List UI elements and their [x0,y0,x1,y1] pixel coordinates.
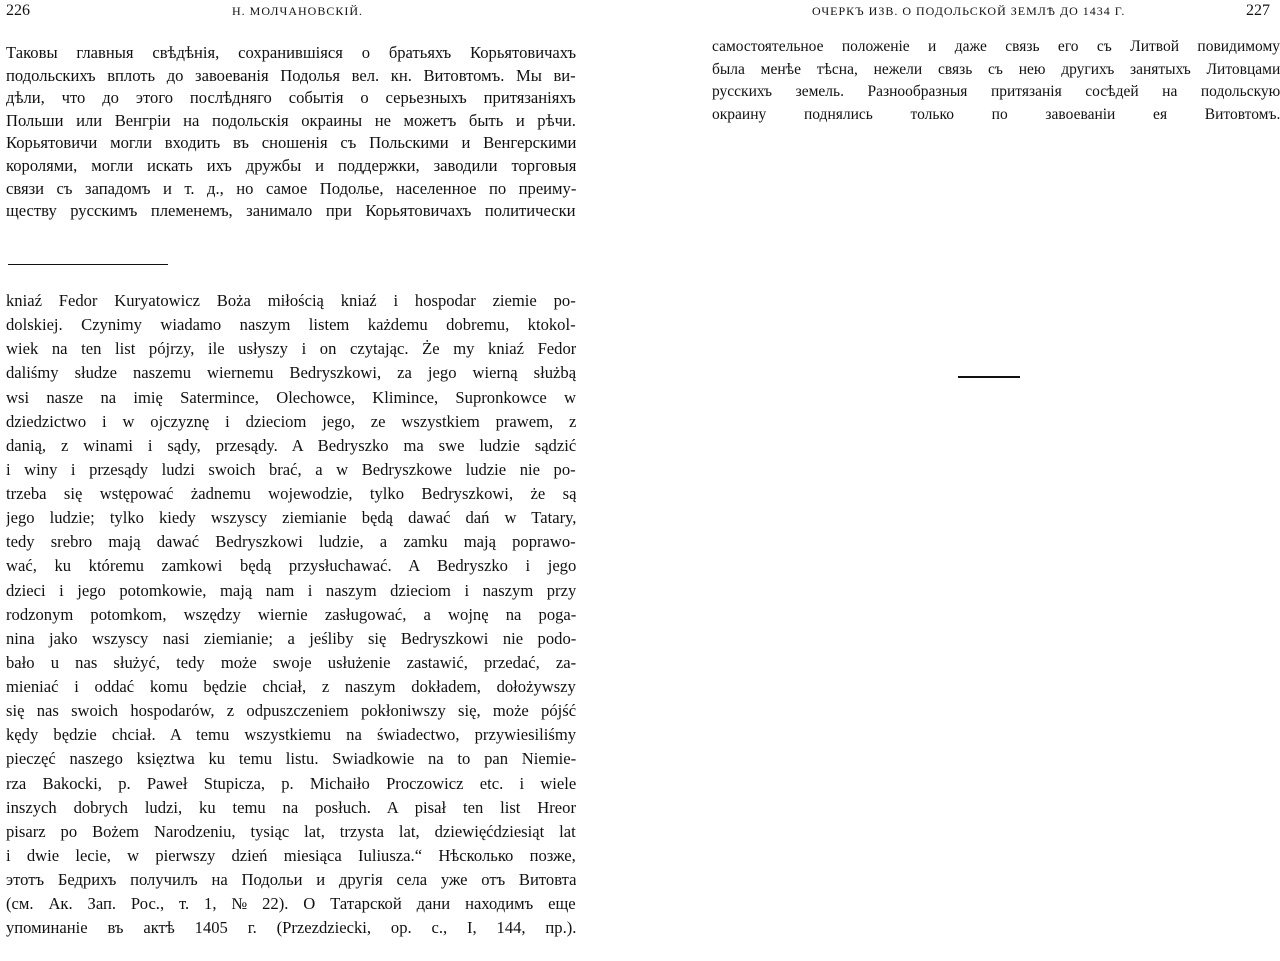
left-running-head: Н. МОЛЧАНОВСКІЙ. [232,4,364,18]
footnote-line: i winy i przesądy ludzi swoich brać, a w Bedryszkowe ludzie nie po- [6,459,576,479]
footnote-line: danią, z winami i sądy, przesądy. A Bedryszko ma swe ludzie sądzić [6,435,576,455]
footnote-line: kędy będzie chciał. A temu wszystkiemu na świadectwo, przywiesiliśmy [6,725,576,745]
text-line: была менѣе тѣсна, нежели связь съ нею другихъ занятыхъ Литовцами [712,60,1280,78]
footnote-line: daliśmy słudze naszemu wiernemu Bedryszkowi, za jego wierną służbą [6,363,576,383]
text-line: Польши или Венгріи на подольскія окраины не можетъ быть и рѣчи. [6,110,576,130]
text-line: ществу русскимъ племенемъ, занимало при Корьятовичахъ политически [6,201,576,221]
right-main-text [712,36,1280,126]
footnote-line: inszych dobrych ludzi, ku temu na posłuch. A pisał ten list Hreor [6,797,576,817]
footnote-line: jego ludzie; tylko kiedy wszyscy ziemianie będą dawać dań w Tatary, [6,508,576,528]
left-main-text [6,42,576,223]
right-page [640,0,1280,961]
text-line: связи съ западомъ и т. д., но самое Подолье, населенное по преиму- [6,178,576,198]
left-page-number: 226 [6,2,30,19]
footnote-line: wsi nasze na imię Saterminсe, Olechowce, Klimince, Supronkowce w [6,387,576,407]
text-line: дѣли, что до этого послѣдняго событія о серьезныхъ притязаніяхъ [6,88,576,108]
text-line: Корьятовичи могли входить въ сношенія съ Польскими и Венгерскими [6,133,576,153]
right-page-header [640,2,1280,24]
footnote-line: mieniać i oddać komu będzie chciał, z naszym dokładem, dołożywszy [6,677,576,696]
footnote-text [6,289,576,940]
footnote-line: pisarz po Bożem Narodzeniu, tysiąc lat, trzysta lat, dziewięćdziesiąt lat [6,821,576,841]
footnote-line: nina jako wszyscy nasi ziemianie; a jeśliby się Bedryszkowi nie podo- [6,628,576,648]
footnote-line: trzeba się wstępować żadnemu wojewodzie, tylko Bedryszkowi, że są [6,484,576,503]
footnote-line: wiek na ten list pójrzy, ile usłyszy i on czytając. Że my kniaź Fedor [6,339,576,359]
footnote-line: pieczęć naszego księztwa ku temu listu. Swiadkowie na to pan Niemie- [6,749,576,769]
footnote-line: dzieci i jego potomkowie, mają nam i naszym dzieciom i naszym przy [6,580,576,600]
footnote-line: się nas swoich hospodarów, z odpuszczeniem pokłoniwszy się, może pójść [6,701,576,721]
text-line: окраину поднялись только по завоеваніи ея Витовтомъ. [712,105,1280,123]
footnote-line: этотъ Бедрихъ получилъ на Подольи и другія села уже отъ Витовта [6,870,576,889]
text-line: русскихъ земель. Разнообразныя притязанія сосѣдей на подольскую [712,83,1280,101]
text-line: подольскихъ вплоть до завоеванія Подолья вел. кн. Витовтомъ. Мы ви- [6,65,576,85]
footnote-line: dziedzictwo i w ojczyznę i dzieciom jego, ze wszystkiem prawem, z [6,411,576,431]
section-end-rule [958,376,1020,378]
right-running-head: ОЧЕРКЪ ИЗВ. О ПОДОЛЬСКОЙ ЗЕМЛѢ ДО 1434 Г. [812,4,1126,18]
footnote-line: bało u nas służyć, tedy może swoje usłużenie zastawić, przedać, za- [6,652,576,672]
footnote-line: tedy srebro mają dawać Bedryszkowi ludzie, a zamku mają poprawo- [6,532,576,552]
footnote-divider [8,264,168,265]
text-line: королями, могли искать ихъ дружбы и поддержки, заводили торговыя [6,155,576,175]
footnote-line: rza Bakocki, p. Paweł Stupicza, p. Michaiło Proczowicz etc. i wiele [6,773,576,793]
text-line: Таковы главныя свѣдѣнія, сохранившіяся о братьяхъ Корьятовичахъ [6,43,576,62]
footnote-line: (см. Ак. Зап. Рос., т. 1, № 22). О Татарской дани находимъ еще [6,894,576,914]
footnote-line: kniaź Fedor Kuryatowicz Boża miłością kniaź i hospodar ziemie po- [6,291,576,310]
text-line: самостоятельное положеніе и даже связь его съ Литвой повидимому [712,38,1280,55]
footnote-line: упоминаніе въ актѣ 1405 г. (Przezdziecki, op. c., I, 144, пр.). [6,918,576,938]
left-page-header [0,2,640,24]
footnote-line: dolskiej. Czynimy wiadamo naszym listem każdemu dobremu, ktokol- [6,315,576,335]
right-page-number: 227 [1246,2,1270,19]
footnote-line: wać, ku któremu zamkowi będą przysłuchawać. A Bedryszko i jego [6,556,576,576]
footnote-line: rodzonym potomkom, wszędzy wiernie zasługować, a wojnę na poga- [6,604,576,624]
footnote-line: i dwie lecie, w pierwszy dzień miesiąca Iuliusza.“ Нѣсколько позже, [6,845,576,865]
